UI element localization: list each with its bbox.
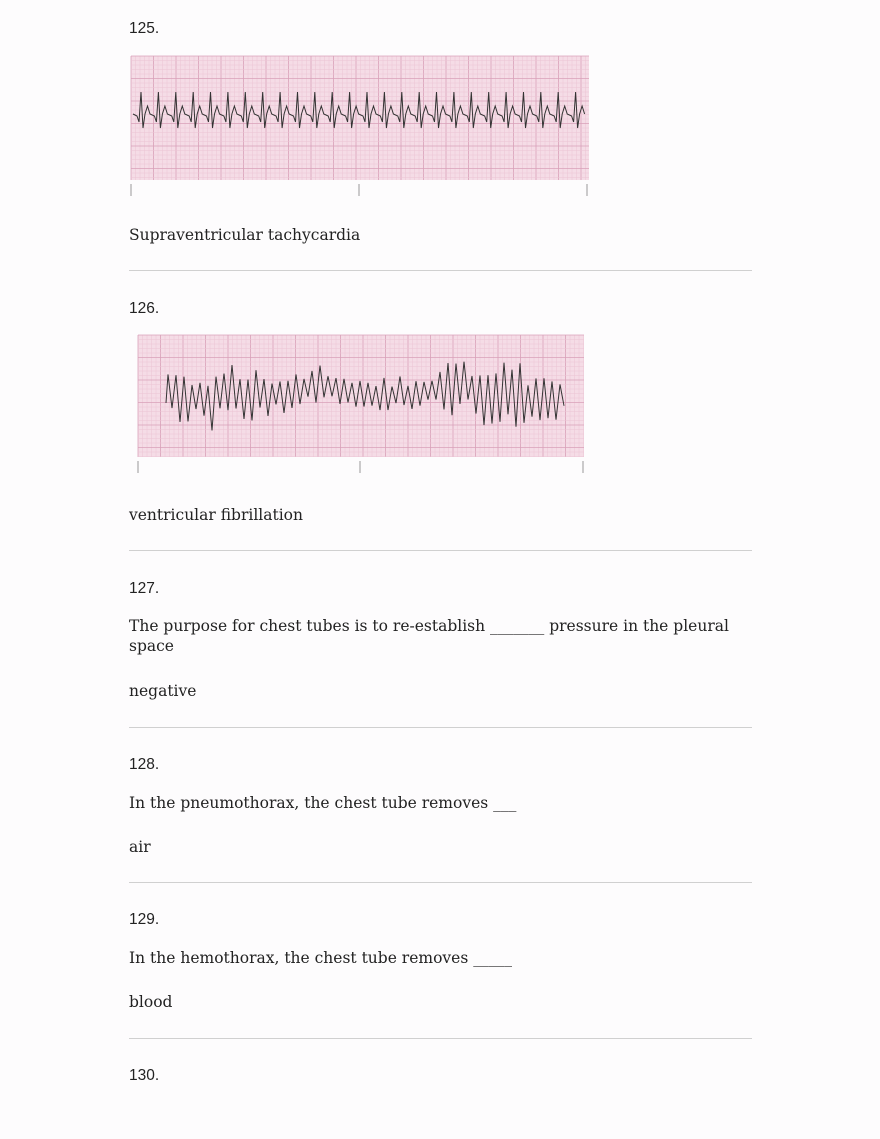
card-question: In the hemothorax, the chest tube removes _____ <box>129 949 512 967</box>
ecg-strip-vfib-image <box>136 333 586 478</box>
divider <box>129 727 752 728</box>
ecg-strip-svt-image <box>129 54 591 200</box>
card-answer: air <box>129 838 151 856</box>
card-number: 128. <box>129 756 160 773</box>
card-number: 126. <box>129 300 160 317</box>
card-number: 125. <box>129 20 160 37</box>
card-answer: negative <box>129 682 197 700</box>
card-question: The purpose for chest tubes is to re-establish _______ pressure in the pleural space <box>129 617 729 655</box>
divider <box>129 1038 752 1039</box>
card-answer: ventricular fibrillation <box>129 506 303 524</box>
card-question: In the pneumothorax, the chest tube removes ___ <box>129 794 517 812</box>
card-number: 127. <box>129 580 160 597</box>
card-answer: blood <box>129 993 173 1011</box>
card-number: 130. <box>129 1067 160 1084</box>
card-number: 129. <box>129 911 160 928</box>
divider <box>129 882 752 883</box>
card-answer: Supraventricular tachycardia <box>129 226 361 244</box>
divider <box>129 550 752 551</box>
divider <box>129 270 752 271</box>
